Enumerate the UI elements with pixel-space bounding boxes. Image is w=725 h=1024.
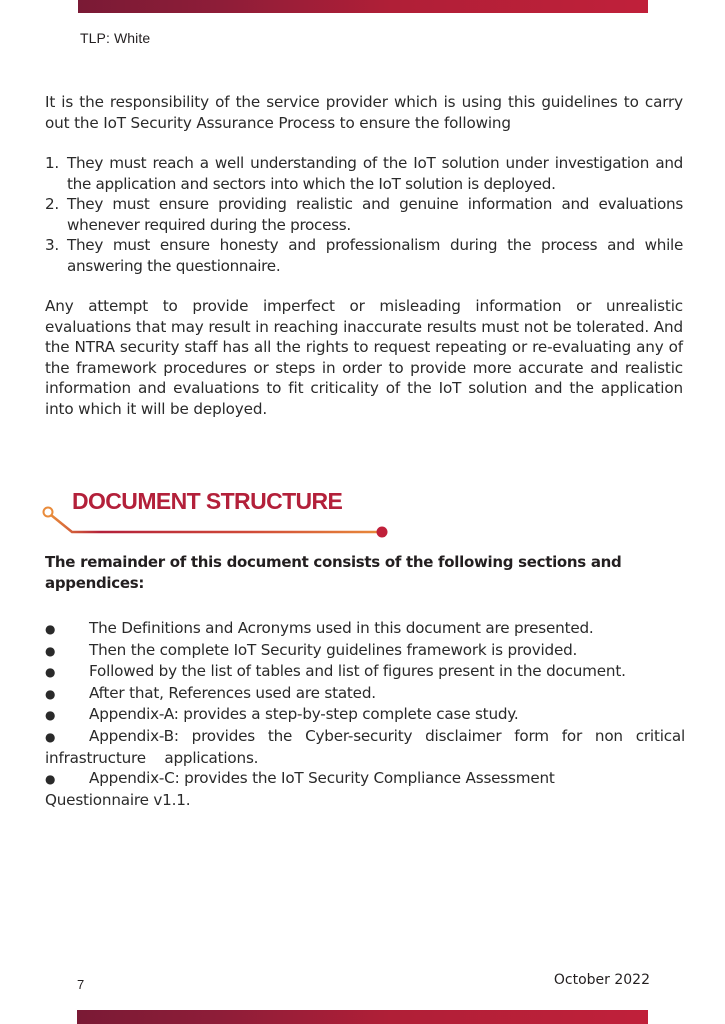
list-text: Appendix-C: provides the IoT Security Compliance Assessment Questionnaire v1.1. [45,769,555,809]
footer-date: October 2022 [553,972,650,988]
intro-paragraph: It is the responsibility of the service provider which is using this guidelines to carry out the IoT Security Assurance Process to ensure the following [45,93,683,132]
list-number: 1. [45,154,59,172]
list-item [45,683,685,705]
section-title: DOCUMENT STRUCTURE [72,488,343,514]
responsibilities-list [45,153,683,277]
structure-list [45,618,690,810]
list-item [45,704,685,726]
list-text: Followed by the list of tables and list of figures present in the document. [89,662,626,681]
section-heading-block [38,485,398,545]
bullet-icon: ● [45,708,56,723]
bullet-icon: ● [45,665,56,680]
structure-intro: The remainder of this document consists of the following sections and appendices: [45,553,622,592]
bullet-icon: ● [45,686,56,701]
footer-color-bar [77,1010,648,1024]
bullet-icon: ● [45,622,56,636]
bullet-icon: ● [45,772,56,787]
warning-paragraph: Any attempt to provide imperfect or misleading information or unrealistic evaluations that may result in reaching inaccurate results must not be tolerated. And the NTRA security staff has all the rights to request repeating or re-evaluating any of the framework procedures or steps in order to provide more accurate and realistic information and evaluations to fit criticality of the IoT solution and the application into which it will be deployed. [45,297,683,418]
list-item [45,618,685,640]
bullet-icon: ● [45,643,56,658]
list-item [45,726,690,768]
list-text: They must ensure honesty and professionalism during the process and while answering the questionnaire. [67,236,683,275]
list-text: The Definitions and Acronyms used in this document are presented. [89,619,594,637]
header-color-bar [78,0,648,13]
list-text: They must ensure providing realistic and genuine information and evaluations whenever required during the process. [67,195,683,234]
list-number: 2. [45,195,59,214]
list-item [45,153,683,194]
page-number: 7 [77,977,85,992]
list-text: They must reach a well understanding of the IoT solution under investigation and the application and sectors into which the IoT solution is deployed. [67,154,683,193]
bullet-icon: ● [45,729,56,744]
list-item [45,768,685,810]
tlp-label: TLP: White [80,30,151,46]
list-item [45,235,683,276]
list-text: Appendix-A: provides a step-by-step complete case study. [89,705,519,724]
list-text: Appendix-B: provides the Cyber-security disclaimer form for non critical infrastructure applications. [45,726,690,767]
list-item [45,194,683,235]
list-text: Then the complete IoT Security guidelines framework is provided. [89,640,578,659]
list-item [45,640,685,662]
list-text: After that, References used are stated. [89,683,376,702]
list-number: 3. [45,236,59,255]
list-item [45,661,685,683]
